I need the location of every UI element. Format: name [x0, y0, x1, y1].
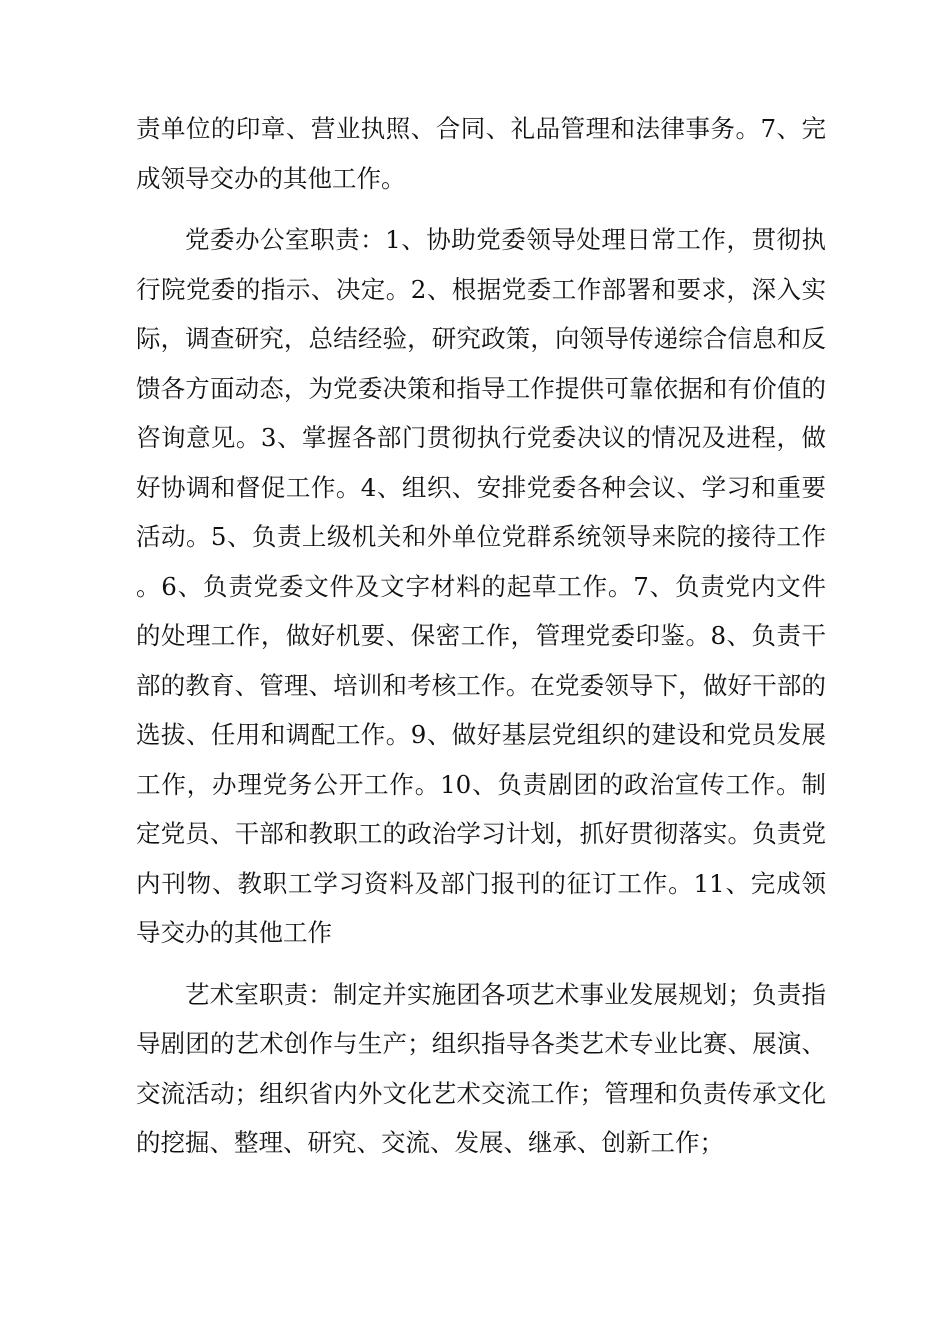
paragraph-party-committee-office-duties: 党委办公室职责：1、协助党委领导处理日常工作，贯彻执行院党委的指示、决定。2、根据党委工作部署和要求，深入实际，调查研究，总结经验，研究政策，向领导传递综合信息和反馈各方面动态，为党委决策和指导工作提供可靠依据和有价值的咨询意见。3、掌握各部门贯彻执行党委决议的情况及进程，做好协调和督促工作。4、组织、安排党委各种会议、学习和重要活动。5、负责上级机关和外单位党群系统领导来院的接待工作。6、负责党委文件及文字材料的起草工作。7、负责党内文件的处理工作，做好机要、保密工作，管理党委印鉴。8、负责干部的教育、管理、培训和考核工作。在党委领导下，做好干部的选拔、任用和调配工作。9、做好基层党组织的建设和党员发展工作，办理党务公开工作。10、负责剧团的政治宣传工作。制定党员、干部和教职工的政治学习计划，抓好贯彻落实。负责党内刊物、教职工学习资料及部门报刊的征订工作。11、完成领导交办的其他工作 [136, 225, 826, 947]
paragraph-general-office-duties-end: 责单位的印章、营业执照、合同、礼品管理和法律事务。7、完成领导交办的其他工作。 [136, 114, 826, 193]
document-body [136, 104, 826, 1168]
paragraph-art-office-duties: 艺术室职责：制定并实施团各项艺术事业发展规划；负责指导剧团的艺术创作与生产；组织指导各类艺术专业比赛、展演、交流活动；组织省内外文化艺术交流工作；管理和负责传承文化的挖掘、整理、研究、交流、发展、继承、创新工作； [136, 979, 826, 1157]
